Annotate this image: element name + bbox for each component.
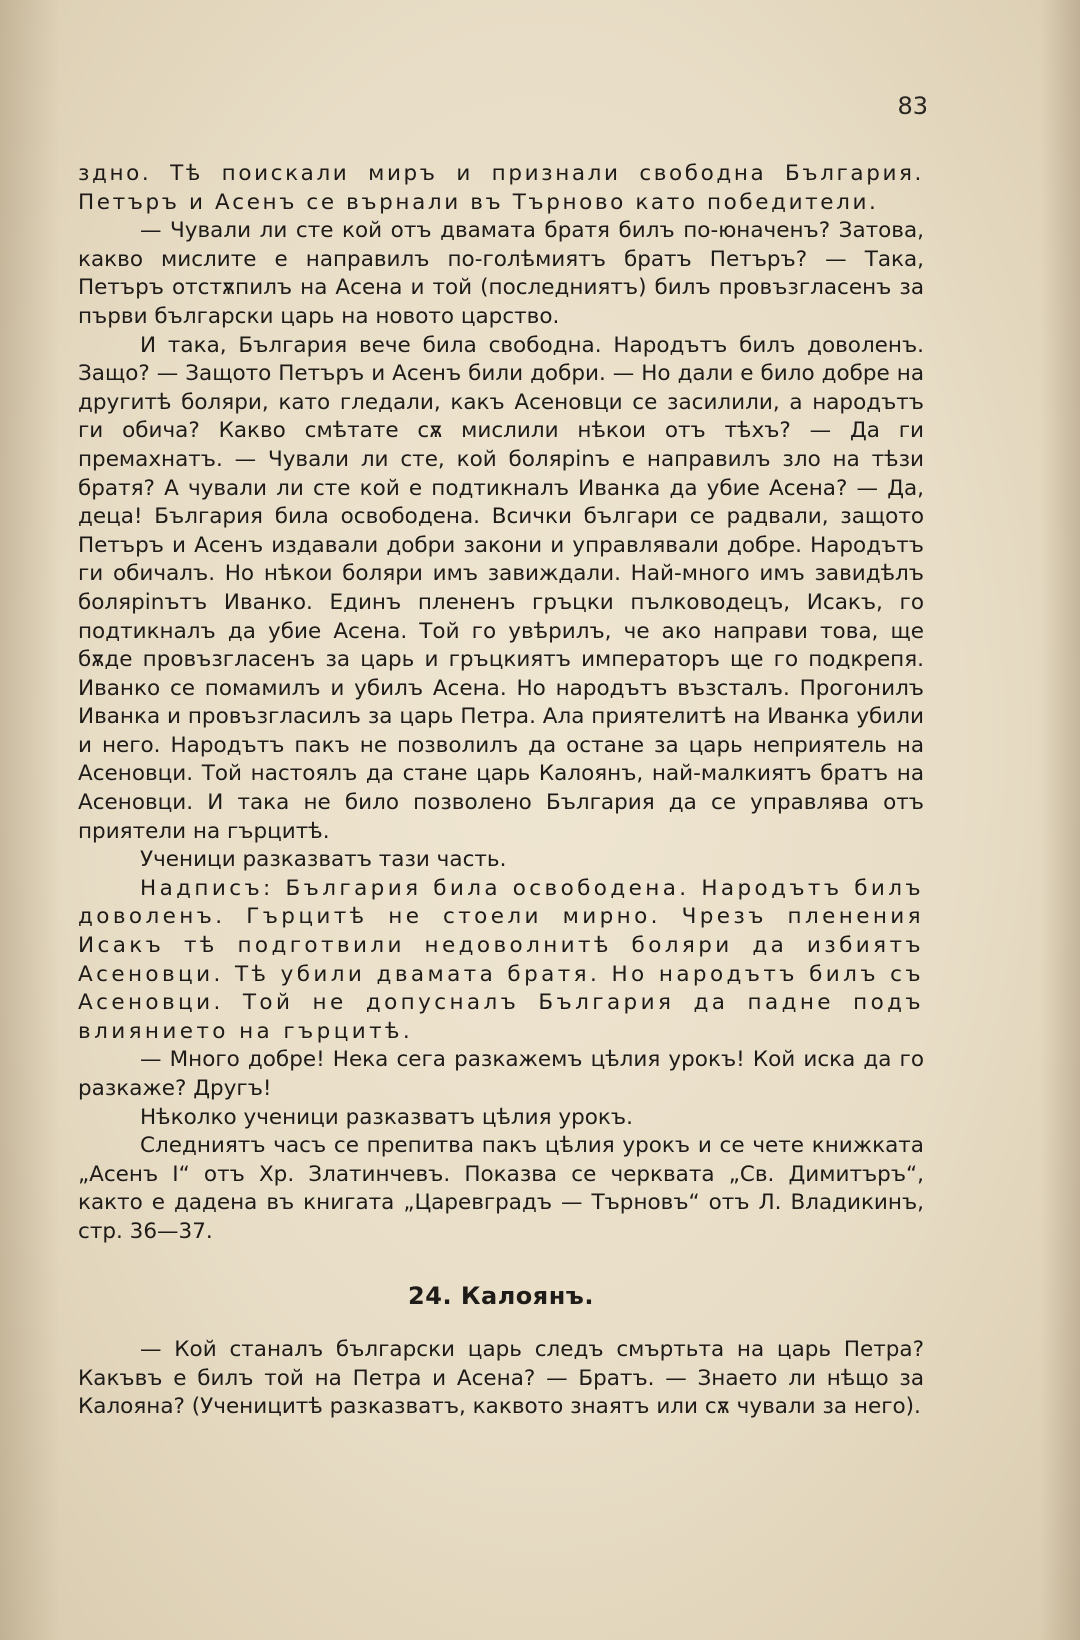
paragraph-2: — Чували ли сте кой отъ двамата братя билъ по-юначенъ? Затова, какво мислите е направилъ по-голѣмиятъ братъ Петъръ? — Така, Петъръ отстѫпилъ на Асена и той (последниятъ) билъ провъзгласенъ за първи български царь на новото царство.: [78, 218, 924, 329]
page-shadow-right: [1040, 0, 1080, 1640]
paragraph-6: — Много добре! Нека сега разкажемъ цѣлия урокъ! Кой иска да го разкаже? Другъ!: [78, 1047, 924, 1101]
body-text: [78, 160, 924, 1422]
paragraph-4: Ученици разказватъ тази часть.: [140, 847, 507, 873]
paragraph-3: И така, България вече била свободна. Народътъ билъ доволенъ. Защо? — Защото Петъръ и Асенъ били добри. — Но дали е било добре на другитѣ боляри, като гледали, какъ Асеновци се засилили, а народътъ ги обича? Какво смѣтате сѫ мислили нѣкои отъ тѣхъ? — Да ги премахнатъ. — Чували ли сте, кой болярinъ е направилъ зло на тѣзи братя? А чували ли сте кой е подтикналъ Иванка да убие Асена? — Да, деца! България била освободена. Всички българи се радвали, защото Петъръ и Асенъ издавали добри закони и управлявали добре. Народътъ ги обичалъ. Но нѣкои боляри имъ завиждали. Най-много имъ завидѣлъ болярinътъ Иванко. Единъ плененъ гръцки пълководецъ, Исакъ, го подтикналъ да убие Асена. Той го увѣрилъ, че ако направи това, ще бѫде провъзгласенъ за царь и гръцкиятъ императоръ ще го подкрепя. Иванко се помамилъ и убилъ Асена. Но народътъ възсталъ. Прогонилъ Иванка и провъзгласилъ за царь Петра. Ала приятелитѣ на Иванка убили и него. Народътъ пакъ не позволилъ да остане за царь неприятель на Асеновци. Той настоялъ да стане царь Калоянъ, най-малкиятъ братъ на Асеновци. И така не било позволено България да се управлява отъ приятели на гърцитѣ.: [78, 332, 924, 844]
paragraph-7: Нѣколко ученици разказватъ цѣлия урокъ.: [140, 1104, 633, 1130]
page-shadow-left: [0, 0, 60, 1640]
section-title: 24. Калоянъ.: [408, 1281, 594, 1310]
page-number: 83: [897, 92, 928, 120]
paragraph-9: — Кой станалъ български царь следъ смъртьта на царь Петра? Какъвъ е билъ той на Петра и Асена? — Братъ. — Знаето ли нѣщо за Калояна? (Ученицитѣ разказватъ, каквото знаятъ или сѫ чували за него).: [78, 1337, 924, 1420]
paragraph-5: Надписъ: България била освободена. Народътъ билъ доволенъ. Гърцитѣ не стоели мирно. Чрезъ пленения Исакъ тѣ подготвили недоволнитѣ боляри да избиятъ Асеновци. Тѣ убили двамата братя. Но народътъ билъ съ Асеновци. Той не допусналъ България да падне подъ влиянието на гърцитѣ.: [78, 875, 924, 1044]
paragraph-1: здно. Тѣ поискали миръ и признали свободна България. Петъръ и Асенъ се върнали въ Търново като победители.: [78, 161, 924, 215]
paragraph-8: Следниятъ часъ се препитва пакъ цѣлия урокъ и се чете книжката „Асенъ I“ отъ Хр. Златинчевъ. Показва се черквата „Св. Димитъръ“, както е дадена въ книгата „Царевградъ — Търновъ“ отъ Л. Владикинъ, стр. 36—37.: [78, 1133, 924, 1244]
